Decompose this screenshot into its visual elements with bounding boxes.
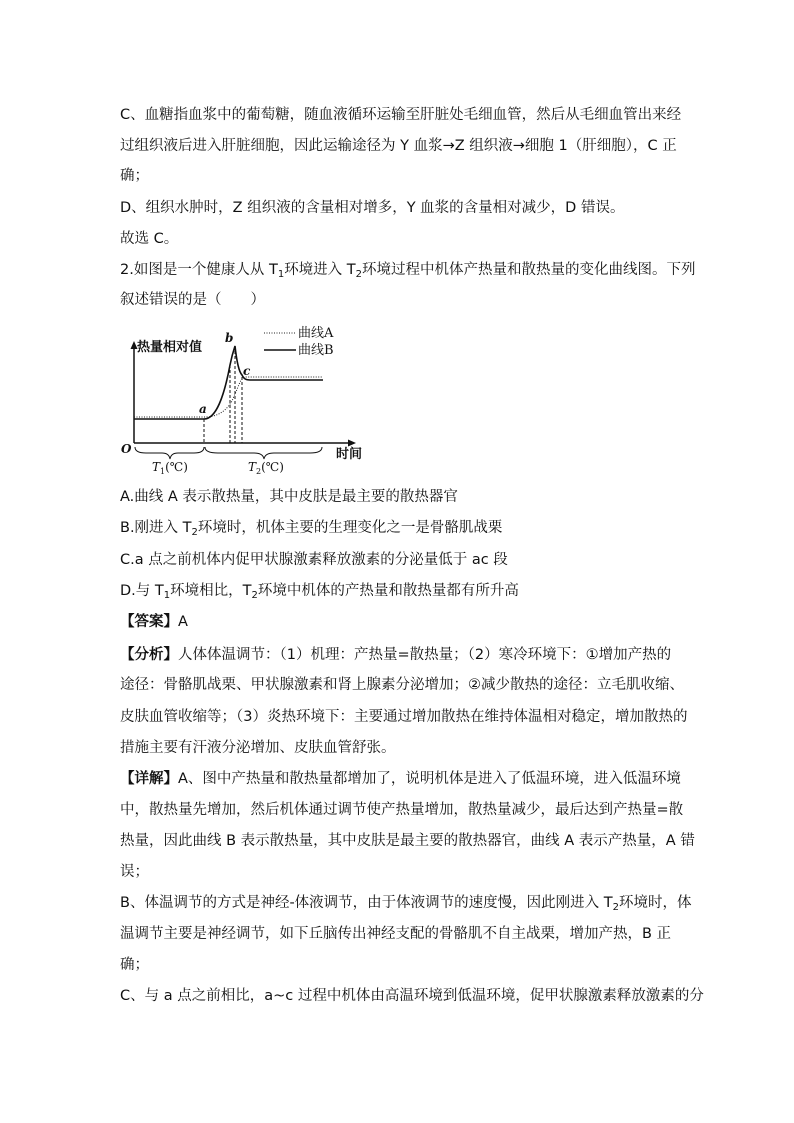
brace-t1 <box>135 447 204 459</box>
text-line: 过组织液后进入肝脏细胞，因此运输途径为 Y 血浆→Z 组织液→细胞 1（肝细胞），C 正 <box>120 138 677 154</box>
curve-a <box>134 377 323 417</box>
text-line: 措施主要有汗液分泌增加、皮肤血管舒张。 <box>120 740 396 756</box>
text-segment: 环境过程中机体产热量和散热量的变化曲线图。下列 <box>362 262 696 278</box>
text-segment: 人体体温调节：（1）机理：产热量=散热量；（2）寒冷环境下：①增加产热的 <box>178 647 672 663</box>
point-a-label: a <box>199 402 207 416</box>
text-line: 确； <box>120 168 149 184</box>
analysis-line <box>120 645 671 665</box>
brace-t2 <box>205 447 322 459</box>
analysis-label: 【分析】 <box>120 647 178 663</box>
text-line: C、血糖指血浆中的葡萄糖，随血液循环运输至肝脏处毛细血管，然后从毛细血管出来经 <box>120 107 682 123</box>
subscript: 1 <box>277 269 285 280</box>
subscript: 2 <box>355 269 363 280</box>
answer-line <box>120 612 188 632</box>
question-2-line2: 叙述错误的是（ ） <box>120 292 265 308</box>
heat-curve-figure <box>118 325 378 475</box>
text-segment: A、图中产热量和散热量都增加了，说明机体是进入了低温环境，进入低温环境 <box>178 771 681 787</box>
text-line: 故选 C。 <box>120 231 179 247</box>
text-segment: 环境时，机体主要的生理变化之一是骨骼肌战栗 <box>197 520 503 536</box>
text-line: 误； <box>120 864 149 880</box>
text-segment: 环境中机体的产热量和散热量都有所升高 <box>257 583 519 599</box>
legend-label-b: 曲线B <box>298 343 334 358</box>
text-segment: B.刚进入 T <box>120 520 192 536</box>
detail-b-line <box>120 893 692 918</box>
x-axis-label: 时间 <box>336 447 363 462</box>
curve-b <box>134 346 323 419</box>
text-line: 途径：骨骼肌战栗、甲状腺激素和肾上腺素分泌增加；②减少散热的途径：立毛肌收缩、 <box>120 677 684 693</box>
option-d <box>120 581 519 606</box>
text-segment: 环境时，体 <box>619 895 692 911</box>
text-segment: B、体温调节的方式是神经-体液调节，由于体液调节的速度慢，因此刚进入 T <box>120 895 613 911</box>
subscript: 2 <box>251 590 258 601</box>
text-segment: 2.如图是一个健康人从 T <box>120 262 278 278</box>
text-segment: 环境相比，T <box>170 583 252 599</box>
text-line: 中，散热量先增加，然后机体通过调节使产热量增加，散热量减少，最后达到产热量=散 <box>120 802 684 818</box>
text-line: 皮肤血管收缩等；（3）炎热环境下：主要通过增加散热在维持体温相对稳定，增加散热的 <box>120 709 688 725</box>
detail-line <box>120 769 681 789</box>
option-a: A.曲线 A 表示散热量，其中皮肤是最主要的散热器官 <box>120 489 458 505</box>
subscript: 2 <box>191 527 198 538</box>
origin-label: O <box>121 442 132 456</box>
detail-label: 【详解】 <box>120 771 178 787</box>
text-line: 温调节主要是神经调节，如下丘脑传出神经支配的骨骼肌不自主战栗，增加产热，B 正 <box>120 926 672 942</box>
text-line: 热量，因此曲线 B 表示散热量，其中皮肤是最主要的散热器官，曲线 A 表示产热量，A 错 <box>120 833 695 849</box>
subscript: 2 <box>612 902 620 913</box>
point-c-label: c <box>243 364 251 378</box>
text-line: D、组织水肿时，Z 组织液的含量相对增多，Y 血浆的含量相对减少，D 错误。 <box>120 200 625 216</box>
x-axis-arrow <box>348 440 356 447</box>
answer-value: A <box>178 614 188 630</box>
y-axis-label: 热量相对值 <box>137 340 203 355</box>
t1-label: $T_1(℃)$ <box>152 460 188 475</box>
text-line: C、与 a 点之前相比，a~c 过程中机体由高温环境到低温环境，促甲状腺激素释放激素的分 <box>120 988 704 1004</box>
point-b-label: b <box>225 331 234 345</box>
text-segment: 环境进入 T <box>284 262 356 278</box>
legend-label-a: 曲线A <box>298 326 334 341</box>
subscript: 1 <box>163 590 171 601</box>
text-line: 确； <box>120 957 149 973</box>
answer-label: 【答案】 <box>120 614 178 630</box>
option-c: C.a 点之前机体内促甲状腺激素释放激素的分泌量低于 ac 段 <box>120 552 508 568</box>
text-segment: D.与 T <box>120 583 164 599</box>
t2-label: $T_2(℃)$ <box>248 460 284 475</box>
option-b <box>120 518 502 543</box>
question-2-line1 <box>120 260 696 285</box>
